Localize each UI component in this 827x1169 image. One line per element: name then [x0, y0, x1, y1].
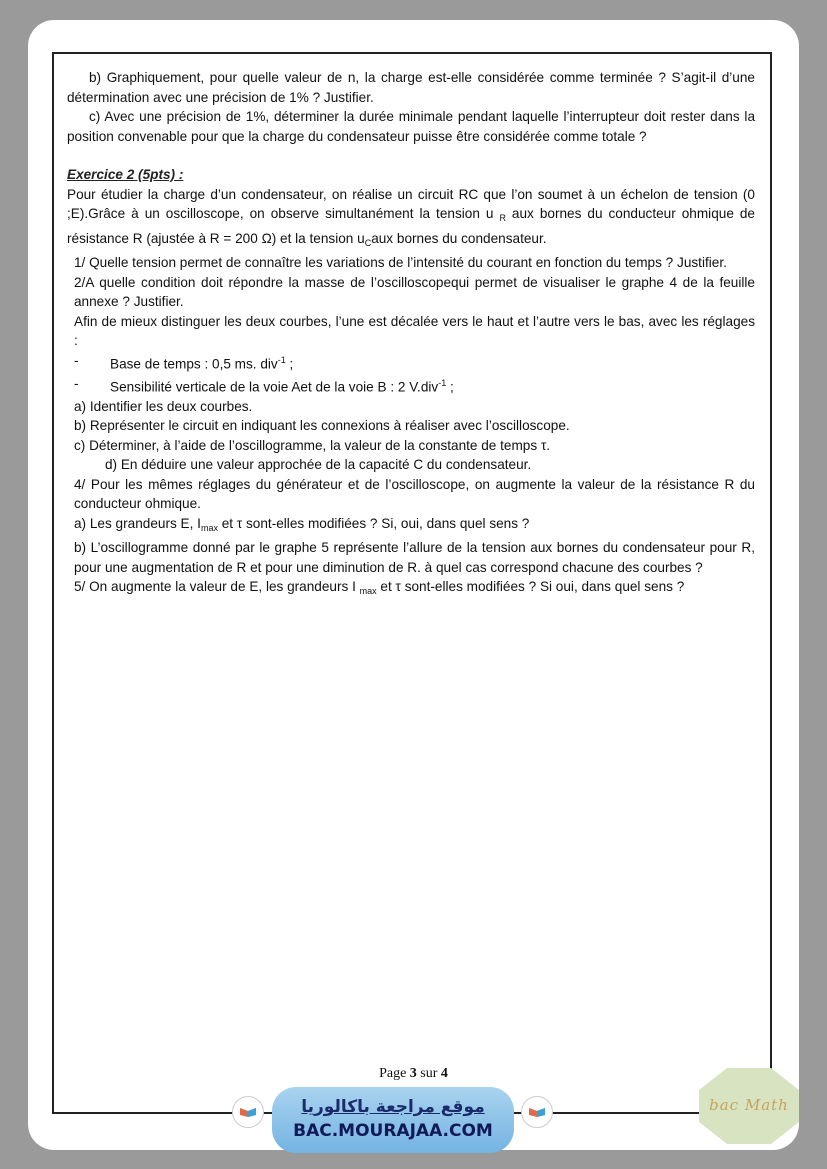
ex2-question-4: 4/ Pour les mêmes réglages du générateur et de l’oscilloscope, on augmente la valeur de la résistance R du conducteur ohmique.: [74, 476, 755, 512]
ex2-intro: Pour étudier la charge d’un condensateur, on réalise un circuit RC que l’on soumet à un échelon de tension (0 ;E).Grâce à un oscilloscope, on observe simultanément la tension u $_R$ aux bornes du conducteur ohmique de résistance R (ajustée à R = 200 Ω) et la tension $u_Caux$ bornes du condensateur.: [67, 186, 755, 248]
ex2-question-2: 2/A quelle condition doit répondre la masse de l’oscilloscopequi permet de visualiser le graphe 4 de la feuille annexe ? Justifier.: [74, 274, 755, 309]
list-dash: -: [74, 352, 79, 368]
page-number: Page 3 sur 4: [379, 1066, 448, 1081]
list-dash: -: [74, 375, 79, 391]
book-logo-icon: [232, 1096, 264, 1128]
setting-vertical-sensitivity: - Sensibilité verticale de la voie Aet de la voie B : 2 V.div$^{-1}$ ;: [67, 374, 755, 397]
ex2-question-c: c) Déterminer, à l’aide de l’oscillogramme, la valeur de la constante de temps τ.: [74, 437, 551, 453]
watermark-arabic: موقع مراجعة باكالوريا: [301, 1097, 485, 1117]
ex1-question-c: c) Avec une précision de 1%, déterminer la durée minimale pendant laquelle l’interrupteur doit rester dans la position convenable pour que la charge du condensateur puisse être considérée comme totale ?: [67, 109, 755, 144]
ex2-question-d: d) En déduire une valeur approchée de la capacité C du condensateur.: [105, 457, 532, 473]
book-logo-icon: [521, 1096, 553, 1128]
setting-time-base: - Base de temps : 0,5 ms. div$^{-1}$ ;: [67, 351, 755, 374]
ex2-settings-intro: Afin de mieux distinguer les deux courbes, l’une est décalée vers le haut et l’autre vers le bas, avec les réglages :: [74, 313, 755, 348]
ex2-question-5: 5/ On augmente la valeur de E, les grandeurs I $_{max}$ et τ sont-elles modifiées ? Si oui, dans quel sens ?: [74, 579, 685, 597]
exercise-2-title: [67, 165, 755, 185]
watermark-banner[interactable]: [272, 1087, 514, 1153]
ex2-question-b: b) Représenter le circuit en indiquant les connexions à réaliser avec l’oscilloscope.: [74, 418, 570, 434]
ex2-question-a: a) Identifier les deux courbes.: [74, 398, 253, 414]
watermark-url[interactable]: BAC.MOURAJAA.COM: [293, 1121, 493, 1141]
ex2-question-4b: b) L’oscillogramme donné par le graphe 5 représente l’allure de la tension aux bornes du condensateur pour R, pour une augmentation de R et pour une diminution de R. à quel cas correspond chacune des courbes ?: [74, 540, 755, 575]
bac-math-badge: [697, 1066, 801, 1146]
document-body: [67, 68, 755, 602]
exercise-2-heading: Exercice 2 (5pts) :: [67, 167, 184, 182]
ex2-question-1: 1/ Quelle tension permet de connaître les variations de l’intensité du courant en fonction du temps ? Justifier.: [74, 255, 727, 270]
badge-label: bac Math: [709, 1096, 789, 1114]
ex2-question-4a: a) Les grandeurs E, $I_{max}$ et τ sont-elles modifiées ? Si, oui, dans quel sens ?: [74, 515, 530, 533]
ex1-question-b: b) Graphiquement, pour quelle valeur de n, la charge est-elle considérée comme terminée ? S’agit-il d’une détermination avec une précision de 1% ? Justifier.: [67, 70, 755, 105]
